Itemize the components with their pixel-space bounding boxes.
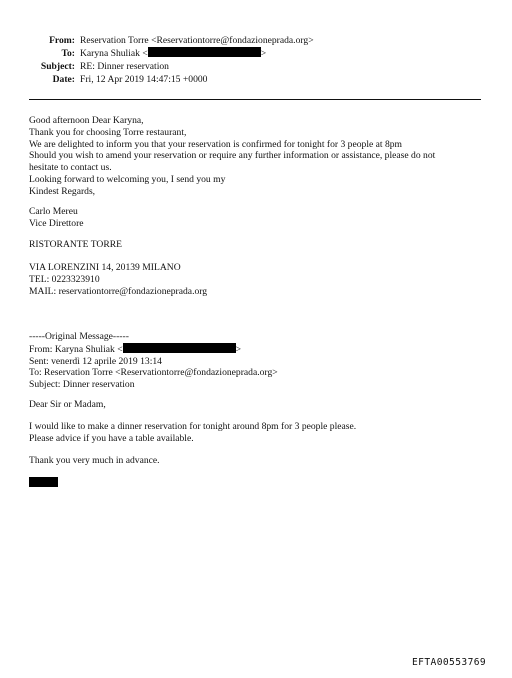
original-greeting <box>29 399 489 411</box>
header-from-value: Reservation Torre <Reservationtorre@fondazioneprada.org> <box>80 35 314 46</box>
header-to-value <box>80 47 266 61</box>
redaction-block <box>29 477 58 487</box>
header-divider <box>29 99 481 100</box>
original-from-prefix: From: Karyna Shuliak < <box>29 343 123 355</box>
reply-line: Should you wish to amend your reservation or require any further information or assistance, please do not <box>29 150 436 162</box>
reply-line: We are delighted to inform you that your reservation is confirmed for tonight for 3 people at 8pm <box>29 138 403 150</box>
original-separator: -----Original Message----- <box>29 331 129 342</box>
reply-line: hesitate to contact us. <box>29 162 112 174</box>
original-to: To: Reservation Torre <Reservationtorre@fondazioneprada.org> <box>29 367 278 379</box>
original-line: I would like to make a dinner reservation for tonight around 8pm for 3 people please. <box>29 421 357 432</box>
header-to-suffix: > <box>260 48 267 59</box>
signature-title: Vice Direttore <box>29 217 84 229</box>
header-date-row <box>0 73 512 87</box>
reply-line: Thank you for choosing Torre restaurant, <box>29 126 187 138</box>
original-from-suffix: > <box>235 343 242 355</box>
header-subject-row <box>0 60 512 74</box>
header-to-label: To: <box>61 48 75 59</box>
signature-block <box>29 206 489 230</box>
restaurant-title: RISTORANTE TORRE <box>29 239 123 250</box>
original-closing-line: Thank you very much in advance. <box>29 455 160 466</box>
redaction-block <box>123 343 236 353</box>
contact-phone: TEL: 0223323910 <box>29 273 100 285</box>
reply-line: Kindest Regards, <box>29 185 96 197</box>
header-to-prefix: Karyna Shuliak < <box>80 48 148 59</box>
original-greeting-line: Dear Sir or Madam, <box>29 399 106 410</box>
header-to-row <box>0 47 512 61</box>
original-from <box>29 343 489 356</box>
original-line: Please advice if you have a table available. <box>29 432 194 444</box>
contact-mail: MAIL: reservationtorre@fondazioneprada.org <box>29 285 208 297</box>
reply-body <box>29 115 489 198</box>
contact-address: VIA LORENZINI 14, 20139 MILANO <box>29 262 181 273</box>
reply-line: Looking forward to welcoming you, I send you my <box>29 173 226 185</box>
document-id: EFTA00553769 <box>412 657 487 668</box>
header-date-label: Date: <box>52 74 75 85</box>
header-date-value: Fri, 12 Apr 2019 14:47:15 +0000 <box>80 74 208 85</box>
original-sent: Sent: venerdì 12 aprile 2019 13:14 <box>29 355 162 367</box>
original-closing <box>29 455 489 467</box>
signature-name: Carlo Mereu <box>29 206 78 217</box>
redaction-block <box>148 47 261 57</box>
contact-block <box>29 262 489 297</box>
header-subject-label: Subject: <box>40 61 75 72</box>
header-subject-value: RE: Dinner reservation <box>80 61 169 72</box>
original-body <box>29 421 489 445</box>
header-from-row <box>0 34 512 48</box>
original-message-header <box>29 331 489 391</box>
original-subject: Subject: Dinner reservation <box>29 379 135 391</box>
reply-line: Good afternoon Dear Karyna, <box>29 115 144 126</box>
restaurant-name <box>29 239 489 251</box>
header-from-label: From: <box>49 35 75 46</box>
